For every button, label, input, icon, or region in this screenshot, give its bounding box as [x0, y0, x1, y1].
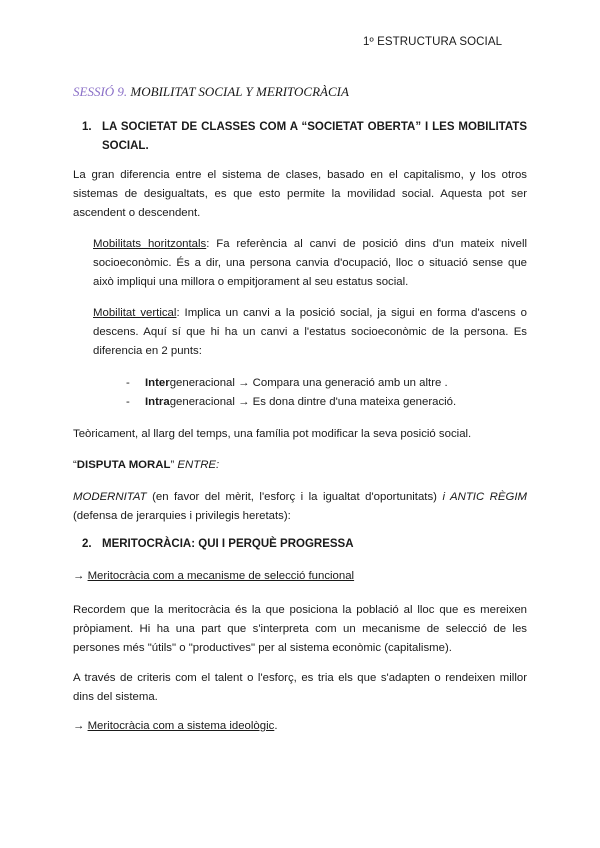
- section-1-heading: [82, 118, 527, 156]
- ideological-system-text: Meritocràcia com a sistema ideològic: [87, 720, 275, 732]
- bullet-text: generacional → Compara una generació amb un altre .: [169, 377, 448, 389]
- bullet-text: generacional → Es dona dintre d'una mateixa generació.: [169, 396, 457, 408]
- vertical-mobility-paragraph: [93, 304, 527, 361]
- bullet-dash: -: [126, 396, 130, 408]
- horizontal-mobility-term: Mobilitats horitzontals: [93, 238, 207, 250]
- modernity-term: MODERNITAT: [73, 491, 147, 503]
- atraves-paragraph: A través de criteris com el talent o l'esforç, es tria els que s'adapten o rendeixen millor dins del sistema.: [73, 672, 527, 703]
- session-title: MOBILITAT SOCIAL Y MERITOCRÀCIA: [127, 84, 349, 99]
- quote-open: “: [73, 459, 77, 471]
- ideological-system-line: [73, 720, 277, 732]
- recordem-paragraph: Recordem que la meritocràcia és la que posiciona la població al lloc que es mereixen pròpiament. Hi ha una part que s'interpreta com un mecanisme de selecció de les persones més "útils" o "productives" per al sistema econòmic (capitalisme).: [73, 604, 527, 654]
- moral-dispute-line: [73, 456, 527, 475]
- ideological-period: .: [274, 720, 278, 732]
- vertical-mobility-text: : Implica un canvi a la posició social, ja sigui en forma d'ascens o descens. Aquí sí que hi ha un canvi a l'estatus socioeconòmic de la persona. Es diferencia en 2 punts:: [93, 307, 527, 357]
- functional-selection-link-text: Meritocràcia com a mecanisme de selecció funcional: [87, 570, 355, 582]
- bullet-bold-prefix: Inter: [145, 377, 170, 389]
- session-code: SESSIÓ 9.: [73, 84, 128, 99]
- arrow-icon: →: [73, 720, 88, 732]
- bullet-dash: -: [126, 377, 130, 389]
- theoretical-paragraph: Teòricament, al llarg del temps, una família pot modificar la seva posició social.: [73, 428, 472, 440]
- moral-dispute-term: DISPUTA MORAL: [76, 459, 171, 471]
- modernity-paragraph: [73, 488, 527, 526]
- quote-close: ”: [170, 459, 178, 471]
- horizontal-mobility-text: : Fa referència al canvi de posició dins d'un mateix nivell socioeconòmic. És a dir, una persona canvia d'ocupació, lloc o situació sense que això impliqui una millora o empitjorament al seu estatus social.: [93, 238, 528, 288]
- old-regime-term: i ANTIC RÈGIM: [442, 491, 527, 503]
- horizontal-mobility-paragraph: [93, 235, 527, 292]
- moral-dispute-between: ENTRE:: [177, 459, 220, 471]
- section-1-title: LA SOCIETAT DE CLASSES COM A “SOCIETAT OBERTA” I LES MOBILITATS SOCIAL.: [102, 121, 527, 152]
- intro-paragraph: La gran diferencia entre el sistema de clases, basado en el capitalismo, y los otros sistemas de desigualtats, es que esto permite la movilidad social. Aquesta pot ser ascendent o descendent.: [73, 169, 527, 219]
- functional-selection-line: [73, 570, 354, 582]
- header-title: 1º ESTRUCTURA SOCIAL: [363, 36, 503, 48]
- arrow-icon: →: [73, 570, 88, 582]
- section-2-heading: [82, 538, 354, 550]
- section-2-number: 2.: [82, 538, 92, 550]
- section-2-title: MERITOCRÀCIA: QUI I PERQUÈ PROGRESSA: [102, 538, 354, 550]
- old-regime-description: (defensa de jerarquies i privilegis heretats):: [73, 510, 291, 522]
- bullet-bold-prefix: Intra: [145, 396, 170, 408]
- modernity-description: (en favor del mèrit, l'esforç i la igualtat d'oportunitats): [146, 491, 443, 503]
- vertical-mobility-term: Mobilitat vertical: [93, 307, 177, 319]
- section-1-number: 1.: [82, 121, 92, 133]
- session-heading: [73, 84, 349, 100]
